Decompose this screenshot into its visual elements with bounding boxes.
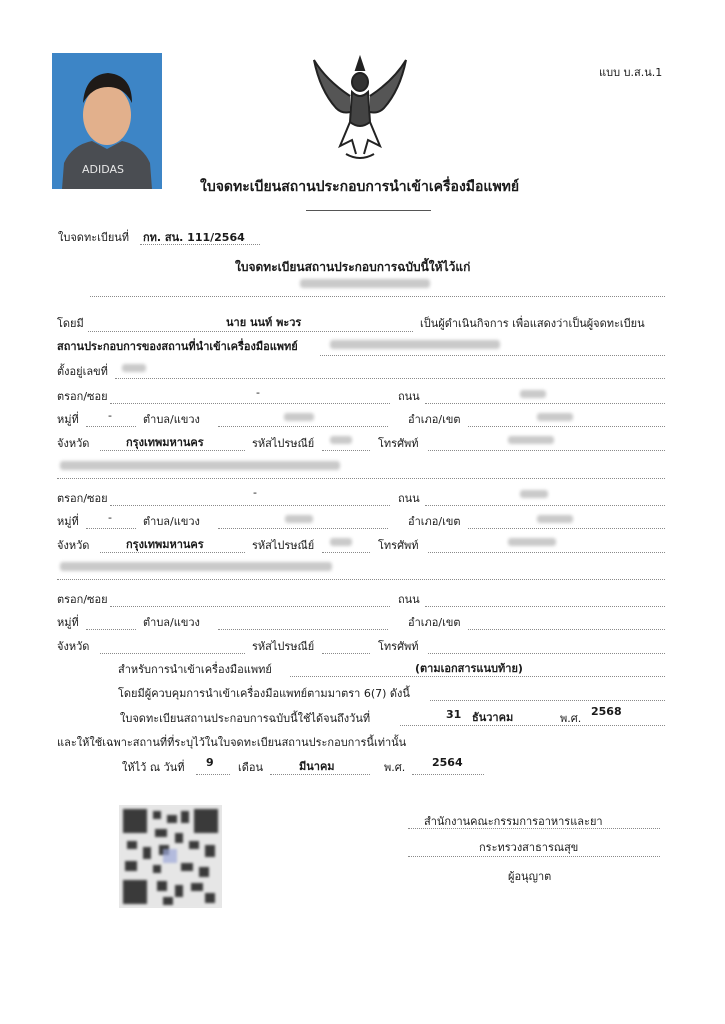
postal-label: รหัสไปรษณีย์	[252, 437, 315, 450]
redacted-district	[537, 413, 573, 421]
authority-line1: สำนักงานคณะกรรมการอาหารและยา	[424, 815, 603, 828]
redacted-road	[520, 490, 548, 498]
postal-label: รหัสไปรษณีย์	[252, 640, 315, 653]
registration-number: กท. สน. 111/2564	[143, 231, 245, 244]
dotted-line	[100, 552, 245, 553]
alley-label: ตรอก/ซอย	[57, 593, 108, 606]
dotted-line	[140, 244, 260, 245]
qr-code	[119, 805, 222, 908]
redacted-branch-line	[60, 562, 332, 571]
redacted-subdistrict	[284, 413, 314, 421]
dotted-line	[100, 450, 245, 451]
dotted-line	[428, 552, 665, 553]
redacted-subdistrict	[285, 515, 313, 523]
road-label: ถนน	[398, 593, 420, 606]
validity-text: ใบจดทะเบียนสถานประกอบการฉบับนี้ใช้ได้จนถึงวันที่	[120, 712, 371, 725]
alley-label: ตรอก/ซอย	[57, 390, 108, 403]
road-label: ถนน	[398, 390, 420, 403]
moo-label: หมู่ที่	[57, 616, 79, 629]
dotted-line	[86, 528, 136, 529]
validity-day: 31	[446, 708, 462, 721]
given-year: 2564	[432, 756, 463, 769]
dotted-line	[468, 528, 665, 529]
dotted-line	[408, 856, 660, 857]
dotted-line	[86, 629, 136, 630]
import-purpose-label: สำหรับการนำเข้าเครื่องมือแพทย์	[118, 663, 272, 676]
establishment-label: สถานประกอบการของสถานที่นำเข้าเครื่องมือแพทย์	[57, 340, 298, 353]
road-label: ถนน	[398, 492, 420, 505]
dotted-line	[218, 629, 388, 630]
redacted-postal	[330, 538, 352, 546]
title-underline	[306, 210, 431, 211]
redacted-address-number	[122, 364, 146, 372]
dotted-line	[425, 403, 665, 404]
redacted-phone	[508, 538, 556, 546]
authority-line2: กระทรวงสาธารณสุข	[479, 841, 579, 854]
signer-title: ผู้อนุญาต	[508, 870, 552, 883]
moo-value: -	[108, 409, 112, 422]
moo-value: -	[108, 511, 112, 524]
moo-label: หมู่ที่	[57, 515, 79, 528]
dotted-line	[57, 579, 665, 580]
redacted-district	[537, 515, 573, 523]
issued-to-heading: ใบจดทะเบียนสถานประกอบการฉบับนี้ให้ไว้แก่	[235, 260, 471, 274]
dotted-line	[468, 629, 665, 630]
phone-label: โทรศัพท์	[378, 437, 419, 450]
garuda-emblem	[306, 50, 414, 168]
dotted-line	[425, 505, 665, 506]
postal-label: รหัสไปรษณีย์	[252, 539, 315, 552]
redacted-postal	[330, 436, 352, 444]
alley-value: -	[256, 386, 260, 399]
dotted-line	[320, 355, 665, 356]
province-value: กรุงเทพมหานคร	[126, 436, 204, 449]
dotted-line	[110, 505, 390, 506]
validity-era-label: พ.ศ.	[560, 712, 582, 725]
province-value: กรุงเทพมหานคร	[126, 538, 204, 551]
dotted-line	[90, 296, 665, 297]
redacted-company-name	[300, 279, 430, 288]
applicant-photo	[52, 53, 162, 189]
dotted-line	[115, 378, 665, 379]
subdistrict-label: ตำบล/แขวง	[143, 413, 200, 426]
validity-month: ธันวาคม	[472, 711, 514, 724]
import-purpose-value: (ตามเอกสารแนบท้าย)	[415, 662, 523, 675]
dotted-line	[100, 653, 245, 654]
dotted-line	[270, 774, 370, 775]
dotted-line	[218, 528, 388, 529]
shirt-text: ADIDAS	[82, 163, 125, 176]
dotted-line	[428, 653, 665, 654]
dotted-line	[400, 725, 665, 726]
district-label: อำเภอ/เขต	[408, 413, 461, 426]
registration-label: ใบจดทะเบียนที่	[58, 231, 130, 244]
alley-label: ตรอก/ซอย	[57, 492, 108, 505]
dotted-line	[196, 774, 230, 775]
operator-label: โดยมี	[57, 317, 84, 330]
dotted-line	[428, 450, 665, 451]
given-label: ให้ไว้ ณ วันที่	[122, 761, 185, 774]
dotted-line	[322, 450, 370, 451]
dotted-line	[88, 331, 413, 332]
province-label: จังหวัด	[57, 640, 90, 653]
redacted-branch-line	[60, 461, 340, 470]
dotted-line	[322, 653, 370, 654]
province-label: จังหวัด	[57, 539, 90, 552]
dotted-line	[290, 676, 665, 677]
dotted-line	[412, 774, 484, 775]
address-number-label: ตั้งอยู่เลขที่	[57, 365, 108, 378]
alley-value: -	[253, 486, 257, 499]
dotted-line	[218, 426, 388, 427]
dotted-line	[468, 426, 665, 427]
district-label: อำเภอ/เขต	[408, 515, 461, 528]
dotted-line	[430, 700, 665, 701]
operator-role: เป็นผู้ดำเนินกิจการ เพื่อแสดงว่าเป็นผู้จดทะเบียน	[420, 317, 645, 330]
subdistrict-label: ตำบล/แขวง	[143, 515, 200, 528]
dotted-line	[408, 828, 660, 829]
document-title: ใบจดทะเบียนสถานประกอบการนำเข้าเครื่องมือแพทย์	[200, 179, 520, 195]
moo-label: หมู่ที่	[57, 413, 79, 426]
phone-label: โทรศัพท์	[378, 640, 419, 653]
given-month: มีนาคม	[299, 760, 335, 773]
validity-year: 2568	[591, 705, 622, 718]
dotted-line	[110, 403, 390, 404]
dotted-line	[110, 606, 390, 607]
dotted-line	[86, 426, 136, 427]
given-era-label: พ.ศ.	[384, 761, 406, 774]
given-day: 9	[206, 756, 214, 769]
controller-text: โดยมีผู้ควบคุมการนำเข้าเครื่องมือแพทย์ตามมาตรา 6(7) ดังนี้	[118, 687, 410, 700]
dotted-line	[425, 606, 665, 607]
dotted-line	[322, 552, 370, 553]
dotted-line	[57, 478, 665, 479]
form-code: แบบ บ.ส.น.1	[599, 66, 663, 79]
operator-name: นาย นนท์ พะวร	[226, 316, 302, 329]
redacted-establishment	[330, 340, 500, 349]
subdistrict-label: ตำบล/แขวง	[143, 616, 200, 629]
restriction-text: และให้ใช้เฉพาะสถานที่ที่ระบุไว้ในใบจดทะเบียนสถานประกอบการนี้เท่านั้น	[57, 736, 407, 749]
district-label: อำเภอ/เขต	[408, 616, 461, 629]
redacted-road	[520, 390, 546, 398]
redacted-phone	[508, 436, 554, 444]
province-label: จังหวัด	[57, 437, 90, 450]
given-month-label: เดือน	[238, 761, 264, 774]
phone-label: โทรศัพท์	[378, 539, 419, 552]
